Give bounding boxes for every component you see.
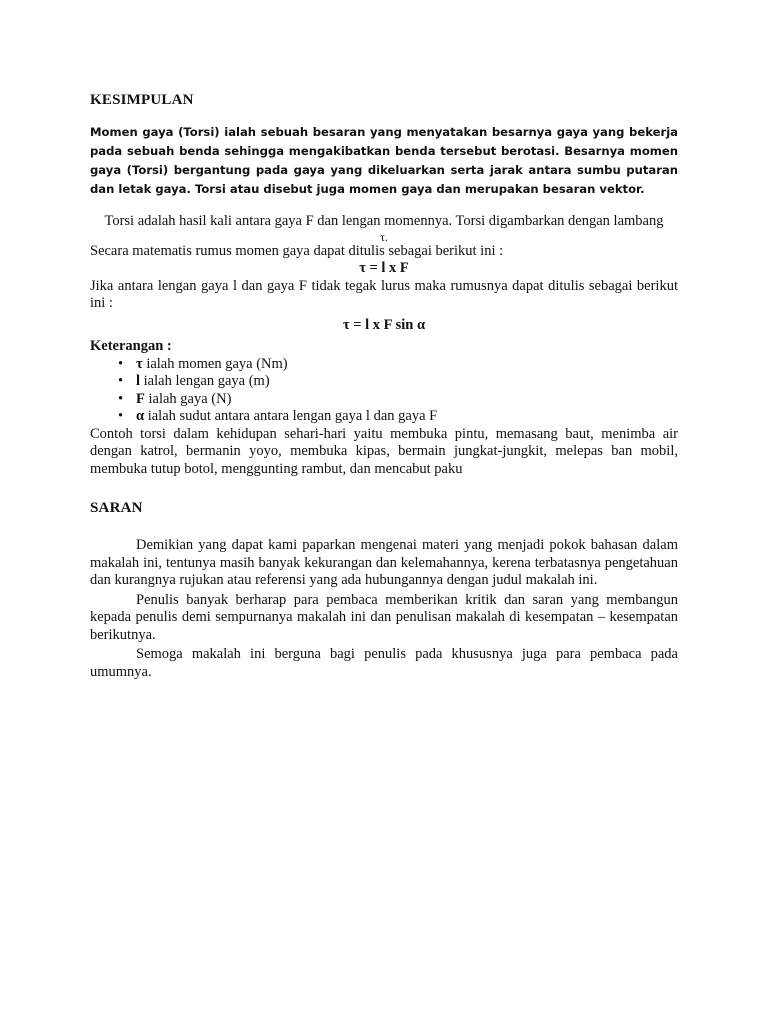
- saran-paragraph-3: Semoga makalah ini berguna bagi penulis pada khususnya juga para pembaca pada umumnya.: [90, 646, 678, 680]
- saran-paragraph-1: Demikian yang dapat kami paparkan mengenai materi yang menjadi pokok bahasan dalam makalah ini, tentunya masih banyak kekurangan dan kelemahannya, kerena terbatasnya pengetahuan dan kurangnya rujukan atau referensi yang ada hubungannya dengan judul makalah ini.: [90, 537, 678, 588]
- formula-torque-sin: τ = l x F sin α: [342, 316, 426, 333]
- keterangan-list: [90, 356, 678, 426]
- symbol-alpha: α: [136, 408, 145, 424]
- list-item: [118, 356, 678, 374]
- contoh-paragraph: Contoh torsi dalam kehidupan sehari-hari yaitu membuka pintu, memasang baut, menimba air dengan katrol, bermanin yoyo, membuka kipas, bermain jungkat-jungkit, melepas ban mobil, membuka tutup botol, menggunting rambut, dan mencabut paku: [90, 425, 678, 477]
- list-item: [118, 373, 678, 391]
- formula-torque: τ = l x F: [359, 260, 409, 276]
- document-page: [90, 92, 678, 681]
- torsi-definition: Torsi adalah hasil kali antara gaya F dan lengan momennya. Torsi digambarkan dengan lambang: [104, 213, 664, 229]
- saran-section: [90, 537, 678, 681]
- list-item-text: ialah gaya (N): [144, 390, 232, 407]
- saran-paragraph-2: Penulis banyak berharap para pembaca memberikan kritik dan saran yang membangun kepada penulis demi sempurnanya makalah ini dan penulisan makalah di kesempatan – kesempatan berikutnya.: [90, 591, 678, 643]
- list-item: [118, 391, 678, 409]
- list-item-text: ialah momen gaya (Nm): [142, 355, 288, 372]
- rumus2-intro: Jika antara lengan gaya l dan gaya F tidak tegak lurus maka rumusnya dapat ditulis sebagai berikut ini :: [90, 277, 678, 311]
- list-item-text: ialah sudut antara antara lengan gaya l dan gaya F: [144, 408, 438, 424]
- rumus-intro: Secara matematis rumus momen gaya dapat ditulis sebagai berikut ini :: [90, 242, 504, 259]
- keterangan-label: Keterangan :: [90, 338, 172, 354]
- saran-heading: SARAN: [90, 500, 143, 516]
- intro-paragraph: Momen gaya (Torsi) ialah sebuah besaran yang menyatakan besarnya gaya yang bekerja pada sebuah benda sehingga mengakibatkan benda tersebut berotasi. Besarnya momen gaya (Torsi) bergantung pada gaya yang dikeluarkan serta jarak antara sumbu putaran dan letak gaya. Torsi atau disebut juga momen gaya dan merupakan besaran vektor.: [90, 125, 678, 196]
- list-item-text: ialah lengan gaya (m): [140, 373, 270, 389]
- tau-symbol: τ.: [380, 229, 388, 244]
- symbol-l: l: [136, 373, 141, 389]
- kesimpulan-heading: KESIMPULAN: [90, 92, 194, 108]
- symbol-f: F: [136, 390, 145, 407]
- symbol-tau: τ: [136, 355, 143, 372]
- list-item: [118, 408, 678, 426]
